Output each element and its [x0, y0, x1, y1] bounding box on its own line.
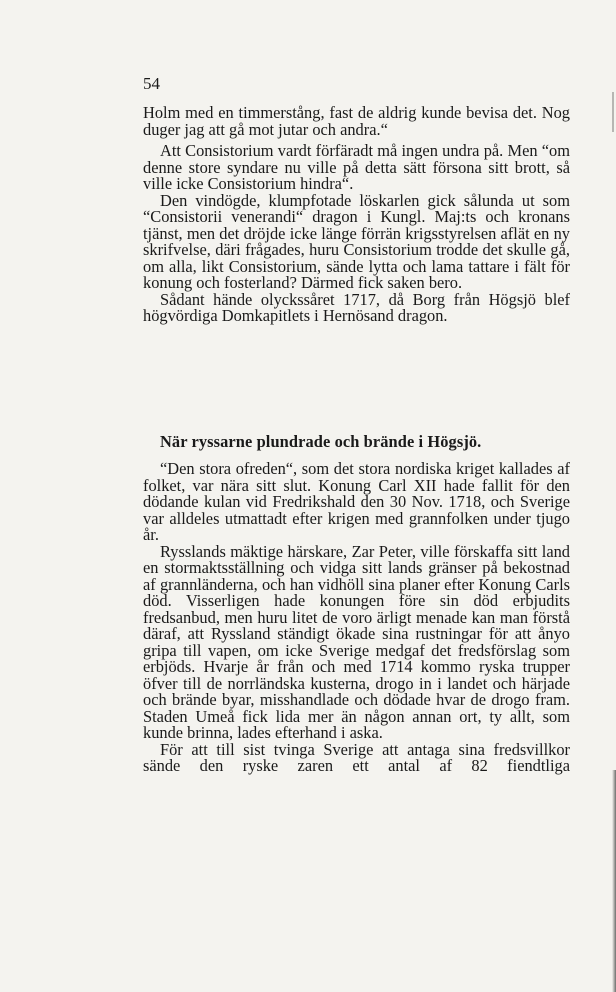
- paragraph: Sådant hände olyckssåret 1717, då Borg från Högsjö blef högvördiga Domkapitlets i Hernösand dragon.: [143, 289, 570, 325]
- section-heading: När ryssarne plundrade och brände i Högsjö.: [160, 432, 482, 451]
- paragraph: “Den stora ofreden“, som det stora nordiska kriget kallades af folket, var nära sitt slut. Konung Carl XII hade fallit för den dödande kulan vid Fredrikshald den 30 Nov. 1718, och Sverige var alldeles utmattadt efter krigen med grannfolken under tjugo år.: [143, 459, 570, 544]
- page-number: 54: [143, 74, 160, 93]
- page-edge-shadow: [612, 770, 616, 992]
- page-edge-shadow: [612, 92, 614, 132]
- paragraph: Den vindögde, klumpfotade löskarlen gick sålunda ut som “Consistorii venerandi“ dragon i Kungl. Maj:ts och kronans tjänst, men det dröjde icke länge förrän krigsstyrelsen aflät en ny skrifvelse, däri frågades, huru Consistorium trodde det skulle gå, om alla, likt Consistorium, sände lytta och lama tattare i fält för konung och fosterland? Därmed fick saken bero.: [143, 190, 570, 292]
- text-section-1: [143, 105, 570, 325]
- text-section-2: [143, 461, 570, 775]
- paragraph: För att till sist tvinga Sverige att antaga sina fredsvillkor sände den ryske zaren ett antal af 82 fiendtliga: [143, 739, 570, 775]
- paragraph: Holm med en timmerstång, fast de aldrig kunde bevisa det. Nog duger jag att gå mot jutar och andra.“: [143, 103, 570, 139]
- paragraph: Att Consistorium vardt förfäradt må ingen undra på. Men “om denne store syndare nu ville på detta sätt försona sitt brott, så ville icke Consistorium hindra“.: [143, 141, 570, 193]
- paragraph: Rysslands mäktige härskare, Zar Peter, ville förskaffa sitt land en stormaktsställning och vidga sitt lands gränser på bekostnad af grannländerna, och han vidhöll sina planer efter Konung Carls död. Visserligen hade konungen före sin död erbjudits fredsanbud, men huru litet de voro ärligt menade kan man förstå däraf, att Ryssland ständigt ökade sina rustningar för att ånyo gripa till vapen, om icke Sverige medgaf det fredsförslag som erbjöds. Hvarje år från och med 1714 kommo ryska trupper öfver till de norrländska kusterna, drogo in i landet och härjade och brände byar, misshandlade och dödade hvar de drogo fram. Staden Umeå fick lida mer än någon annan ort, ty allt, som kunde brinna, lades efterhand i aska.: [143, 541, 570, 742]
